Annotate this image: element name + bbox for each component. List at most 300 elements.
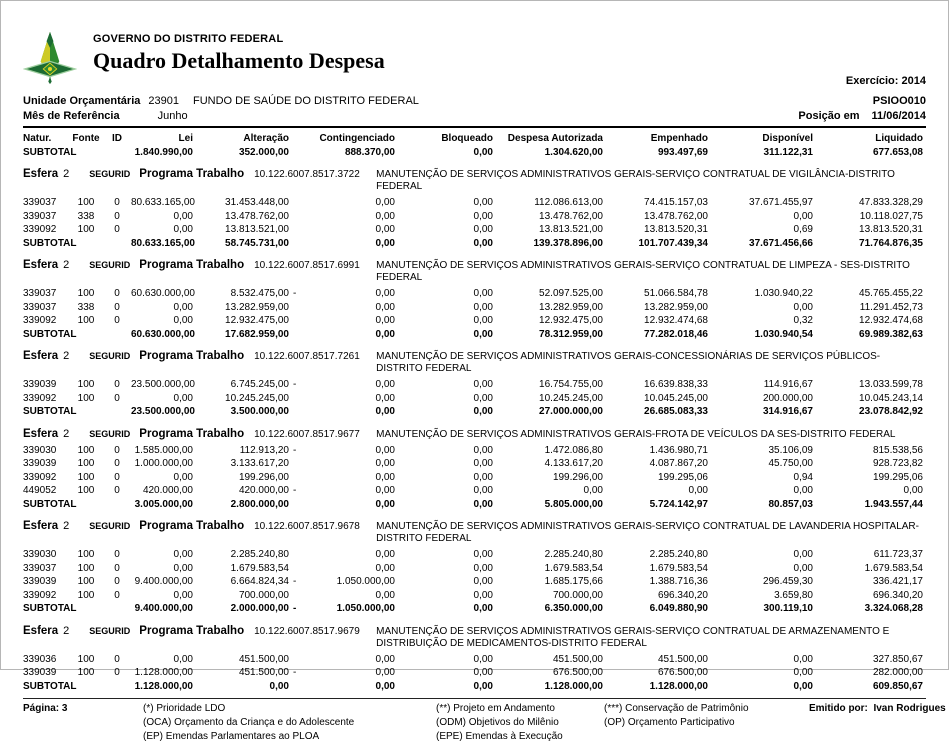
cell: 0 <box>114 444 120 456</box>
programa-label: Programa Trabalho <box>139 168 245 180</box>
cell: 100 <box>77 549 95 560</box>
esfera-header <box>23 520 923 548</box>
cell: 928.723,82 <box>872 458 923 469</box>
cell: 0,00 <box>375 562 395 574</box>
subtotal-cell <box>103 146 131 160</box>
esfera-label: Esfera <box>23 259 59 271</box>
cell: 0,00 <box>173 471 193 483</box>
subtotal-cell: 1.943.557,44 <box>864 498 923 510</box>
cell: 0,00 <box>793 210 813 222</box>
subtotal-cell: 993.497,69 <box>657 146 708 158</box>
programa-descricao: MANUTENÇÃO DE SERVIÇOS ADMINISTRATIVOS GERAIS-SERVIÇO CONTRATUAL DE ARMAZENAMENTO E DISTRIBUIÇÃO DE MEDICAMENTOS-DISTRITO FEDERAL <box>376 625 890 649</box>
cell: 0 <box>114 224 120 235</box>
cell: 0,00 <box>375 471 395 483</box>
cell: 0,32 <box>793 315 813 326</box>
cell: 327.850,67 <box>872 653 923 665</box>
subtotal-cell: 71.764.876,35 <box>859 237 923 249</box>
cell: 0,00 <box>173 301 193 313</box>
emitted-by-label: Emitido por: <box>809 703 868 714</box>
mes-label: Mês de Referência <box>23 110 120 122</box>
cell: 4.087.867,20 <box>649 458 708 469</box>
cell: 0 <box>114 576 120 587</box>
cell: 339092 <box>23 392 57 404</box>
cell: 0 <box>114 589 120 601</box>
subtotal-cell: 0,00 <box>375 498 395 510</box>
cell: 0,00 <box>375 197 395 208</box>
cell: 199.296,00 <box>238 471 289 483</box>
subtotal-cell: 1.030.940,54 <box>754 328 813 340</box>
programa-descricao: MANUTENÇÃO DE SERVIÇOS ADMINISTRATIVOS GERAIS-FROTA DE VEÍCULOS DA SES-DISTRITO FEDERAL <box>376 428 896 440</box>
subtotal-cell: 6.049.880,90 <box>649 603 708 614</box>
cell: 0,00 <box>375 315 395 326</box>
subtotal-cell: 9.400.000,00 <box>134 603 193 614</box>
subtotal-cell: 0,00 <box>473 406 493 417</box>
cell: 451.500,00 <box>238 653 289 665</box>
subtotal-cell: 2.000.000,00 - <box>230 603 297 614</box>
cell: 3.659,80 <box>774 589 813 601</box>
cell: 0,00 <box>375 288 395 299</box>
subtotal-cell: SUBTOTAL <box>23 406 77 417</box>
cell: 0,00 <box>375 485 395 496</box>
esfera-tipo: SEGURID <box>89 169 131 179</box>
legend-item: (EP) Emendas Parlamentares ao PLOA <box>143 731 320 742</box>
cell: 0,00 <box>375 653 395 665</box>
cell: 0,00 <box>473 301 493 313</box>
subtotal-cell: 23.500.000,00 <box>131 406 195 417</box>
subtotal-cell <box>103 498 131 512</box>
cell: 339037 <box>23 197 57 208</box>
cell: 0,00 <box>473 458 493 469</box>
cell: 339039 <box>23 458 57 469</box>
cell: 10.245.245,00 <box>539 392 603 404</box>
cell: 199.295,06 <box>872 471 923 483</box>
cell: 815.538,56 <box>872 444 923 456</box>
cell: 0,00 <box>375 667 395 678</box>
negative-sign: - <box>293 576 297 587</box>
report-title: Quadro Detalhamento Despesa <box>93 48 385 73</box>
cell: 339039 <box>23 667 57 678</box>
cell: 451.500,00 - <box>238 667 297 678</box>
cell: 339092 <box>23 589 57 601</box>
cell: 13.282.959,00 <box>539 301 603 313</box>
exercicio <box>846 75 926 87</box>
cell: 100 <box>77 444 95 456</box>
programa-descricao: MANUTENÇÃO DE SERVIÇOS ADMINISTRATIVOS GERAIS-SERVIÇO CONTRATUAL DE LAVANDERIA HOSPITALAR-DISTRITO FEDERAL <box>376 521 919 544</box>
cell: 0,00 <box>375 224 395 235</box>
subtotal-cell: SUBTOTAL <box>23 680 77 692</box>
negative-sign: - <box>293 379 297 390</box>
column-header: Liquidado <box>875 133 923 144</box>
esfera-label: Esfera <box>23 427 59 440</box>
cell: 13.813.520,31 <box>644 224 708 235</box>
cell: 0 <box>114 210 120 222</box>
subtotal-cell: 26.685.083,33 <box>644 406 708 417</box>
legend-item: (EPE) Emendas à Execução <box>436 731 563 742</box>
cell: 13.282.959,00 <box>644 301 708 313</box>
legend-item: (ODM) Objetivos do Milênio <box>436 717 559 728</box>
cell: 0 <box>114 392 120 404</box>
esfera-value: 2 <box>63 427 70 440</box>
column-header: Natur. <box>23 133 52 144</box>
cell: 0,00 <box>173 315 193 326</box>
subtotal-cell: 1.128.000,00 <box>649 680 708 692</box>
cell: 1.679.583,54 <box>649 562 708 574</box>
qdd-table <box>23 132 926 693</box>
cell: 0,00 <box>473 549 493 560</box>
cell: 700.000,00 <box>238 589 289 601</box>
cell: 0,00 <box>793 549 813 560</box>
exercicio-label: Exercício: <box>845 75 899 87</box>
subtotal-cell <box>103 680 131 694</box>
cell: 420.000,00 - <box>238 485 297 496</box>
column-header: Alteração <box>243 133 289 144</box>
cell: 100 <box>77 485 95 496</box>
cell: 10.118.027,75 <box>859 210 923 222</box>
subtotal-cell: 69.989.382,63 <box>859 328 923 340</box>
cell: 339037 <box>23 210 57 222</box>
subtotal-cell: 101.707.439,34 <box>638 237 708 249</box>
cell: 0 <box>114 301 120 313</box>
cell: 339039 <box>23 379 57 390</box>
legend-item: (*) Prioridade LDO <box>143 703 226 714</box>
subtotal-cell: 314.916,67 <box>762 406 813 417</box>
cell: 0,00 <box>473 392 493 404</box>
subtotal-cell: 0,00 <box>473 328 493 340</box>
programa-label: Programa Trabalho <box>139 427 245 440</box>
cell: 0,00 <box>375 379 395 390</box>
subtotal-cell <box>69 237 103 251</box>
cell: 112.913,20 - <box>239 444 297 456</box>
cell: 0,00 <box>473 444 493 456</box>
subtotal-cell: 311.122,31 <box>763 146 813 158</box>
subtotal-cell: 1.128.000,00 <box>134 680 193 692</box>
esfera-tipo: SEGURID <box>89 260 131 270</box>
subtotal-cell: 37.671.456,66 <box>749 237 813 249</box>
cell: 0,00 <box>375 444 395 456</box>
subtotal-cell: 0,00 <box>375 680 395 692</box>
esfera-value: 2 <box>63 168 70 180</box>
negative-sign: - <box>293 485 297 496</box>
programa-descricao: MANUTENÇÃO DE SERVIÇOS ADMINISTRATIVOS GERAIS-SERVIÇO CONTRATUAL DE LIMPEZA - SES-DISTRITO FEDERAL <box>376 260 910 283</box>
cell: 100 <box>77 197 95 208</box>
legend-item: (OP) Orçamento Participativo <box>604 717 735 728</box>
subtotal-cell: 27.000.000,00 <box>539 406 603 417</box>
cell: 100 <box>77 576 95 587</box>
cell: 339037 <box>23 562 57 574</box>
cell: 0,00 <box>173 210 193 222</box>
subtotal-cell: SUBTOTAL <box>23 146 77 158</box>
cell: 611.723,37 <box>873 549 923 560</box>
posicao-value: 11/06/2014 <box>871 110 926 122</box>
cell: 339030 <box>23 549 57 560</box>
subtotal-cell: SUBTOTAL <box>23 603 77 614</box>
cell: 1.679.583,54 <box>864 562 923 574</box>
cell: 0,00 <box>375 392 395 404</box>
column-header: Empenhado <box>650 133 708 144</box>
esfera-label: Esfera <box>23 624 59 637</box>
cell: 339039 <box>23 576 57 587</box>
subtotal-cell <box>103 328 131 342</box>
cell: 13.813.521,00 <box>539 224 603 235</box>
cell: 0,00 <box>473 224 493 235</box>
cell: 31.453.448,00 <box>225 197 289 208</box>
subtotal-cell: 1.840.990,00 <box>134 146 193 158</box>
subtotal-cell: 609.850,67 <box>872 680 923 692</box>
programa-label: Programa Trabalho <box>139 520 245 532</box>
cell: 200.000,00 <box>762 392 813 404</box>
cell: 9.400.000,00 <box>134 576 193 587</box>
subtotal-cell: 5.805.000,00 <box>544 498 603 510</box>
cell: 0 <box>114 471 120 483</box>
column-header: Disponível <box>762 133 813 144</box>
cell: 1.128.000,00 <box>134 667 193 678</box>
cell: 100 <box>77 224 95 235</box>
unidade-label: Unidade Orçamentária <box>23 95 141 107</box>
esfera-value: 2 <box>63 350 70 362</box>
cell: 420.000,00 <box>142 485 193 496</box>
cell: 4.133.617,20 <box>544 458 603 469</box>
cell: 0,00 <box>173 562 193 574</box>
cell: 0,00 <box>473 288 493 299</box>
cell: 100 <box>77 379 95 390</box>
cell: 0,00 <box>473 653 493 665</box>
esfera-value: 2 <box>63 624 70 637</box>
cell: 1.050.000,00 <box>336 576 395 587</box>
unidade-code: 23901 <box>148 95 179 107</box>
cell: 1.472.086,80 <box>544 444 603 456</box>
cell: 0,69 <box>793 224 813 235</box>
cell: 0,00 <box>473 379 493 390</box>
esfera-tipo: SEGURID <box>89 625 131 636</box>
report-code: PSIOO010 <box>872 95 926 107</box>
header-titles <box>93 27 846 74</box>
subtotal-cell: 1.128.000,00 <box>544 680 603 692</box>
mes-value: Junho <box>157 110 188 122</box>
subtotal-cell: 80.633.165,00 <box>131 237 195 249</box>
cell: 696.340,20 <box>657 589 708 601</box>
subtotal-cell: 677.653,08 <box>872 146 923 158</box>
subtotal-cell <box>69 680 103 694</box>
subtotal-cell: 58.745.731,00 <box>225 237 289 249</box>
programa-code: 10.122.6007.8517.9679 <box>254 625 360 637</box>
cell: 1.685.175,66 <box>544 576 603 587</box>
cell: 0 <box>114 653 120 665</box>
cell: 0,00 <box>473 667 493 678</box>
cell: 676.500,00 <box>657 667 708 678</box>
programa-descricao: MANUTENÇÃO DE SERVIÇOS ADMINISTRATIVOS GERAIS-SERVIÇO CONTRATUAL DE VIGILÂNCIA-DISTRITO FEDERAL <box>376 169 895 192</box>
column-header: Bloqueado <box>441 133 493 144</box>
subtotal-cell: 1.304.620,00 <box>544 146 603 158</box>
subtotal-cell: 60.630.000,00 <box>131 328 195 340</box>
cell: 0,00 <box>793 667 813 678</box>
subtotal-cell: 78.312.959,00 <box>539 328 603 340</box>
negative-sign: - <box>293 444 297 456</box>
cell: 1.679.583,54 <box>230 562 289 574</box>
cell: 0,00 <box>375 301 395 313</box>
cell: 0 <box>114 485 120 496</box>
subtotal-cell <box>69 405 103 419</box>
legend-column-2 <box>436 702 604 744</box>
cell: 0 <box>114 458 120 469</box>
cell: 1.436.980,71 <box>649 444 708 456</box>
subtotal-cell: 139.378.896,00 <box>533 237 603 249</box>
cell: 338 <box>77 301 95 313</box>
subtotal-cell: SUBTOTAL <box>23 498 77 510</box>
cell: 13.033.599,78 <box>859 379 923 390</box>
cell: 6.745.245,00 - <box>230 379 297 390</box>
cell: 339092 <box>23 471 57 483</box>
cell: 0,00 <box>793 562 813 574</box>
cell: 12.932.475,00 <box>539 315 603 326</box>
subtotal-cell: 0,00 <box>375 237 395 249</box>
column-header: Contingenciado <box>319 133 395 144</box>
negative-sign: - <box>293 667 297 678</box>
cell: 51.066.584,78 <box>644 288 708 299</box>
cell: 0 <box>114 667 120 678</box>
cell: 10.045.243,14 <box>859 392 923 404</box>
subtotal-cell: 3.324.068,28 <box>864 603 923 614</box>
cell: 339037 <box>23 288 57 299</box>
esfera-value: 2 <box>63 520 70 532</box>
cell: 100 <box>77 667 95 678</box>
subtotal-cell: SUBTOTAL <box>23 237 77 249</box>
cell: 47.833.328,29 <box>859 197 923 208</box>
cell: 1.585.000,00 <box>134 444 193 456</box>
cell: 0 <box>114 379 120 390</box>
cell: 2.285.240,80 <box>649 549 708 560</box>
cell: 2.285.240,80 <box>230 549 289 560</box>
cell: 0,00 <box>473 562 493 574</box>
cell: 12.932.474,68 <box>859 315 923 326</box>
cell: 1.000.000,00 <box>134 458 193 469</box>
subtotal-cell <box>103 237 131 251</box>
cell: 1.388.716,36 <box>649 576 708 587</box>
cell: 100 <box>77 458 95 469</box>
legend-item: (OCA) Orçamento da Criança e do Adolescente <box>143 717 355 728</box>
cell: 6.664.824,34 - <box>230 576 297 587</box>
cell: 100 <box>77 288 95 299</box>
cell: 0 <box>114 549 120 560</box>
page-number: Página: 3 <box>23 703 68 714</box>
cell: 296.459,30 <box>762 576 813 587</box>
cell: 339092 <box>23 315 57 326</box>
subtotal-cell: 0,00 <box>269 680 289 692</box>
cell: 1.030.940,22 <box>754 288 813 299</box>
subtotal-cell: 0,00 <box>375 406 395 417</box>
cell: 23.500.000,00 <box>131 379 195 390</box>
cell: 100 <box>77 471 95 483</box>
cell: 100 <box>77 392 95 404</box>
column-header: Despesa Autorizada <box>507 133 603 144</box>
subtotal-cell: 0,00 <box>473 680 493 692</box>
unidade-name: FUNDO DE SAÚDE DO DISTRITO FEDERAL <box>192 95 419 107</box>
cell: 0 <box>114 288 120 299</box>
cell: 282.000,00 <box>872 667 923 678</box>
cell: 0,00 <box>173 392 193 404</box>
cell: 0,00 <box>793 301 813 313</box>
cell: 0,00 <box>688 485 708 496</box>
esfera-label: Esfera <box>23 350 59 362</box>
cell: 13.282.959,00 <box>225 301 289 313</box>
cell: 0,00 <box>375 589 395 601</box>
gdf-coat-of-arms-icon <box>23 29 77 87</box>
esfera-header <box>23 259 923 287</box>
subtotal-cell: 3.500.000,00 <box>230 406 289 417</box>
subtotal-cell <box>69 328 103 342</box>
cell: 52.097.525,00 <box>539 288 603 299</box>
cell: 199.296,00 <box>552 471 603 483</box>
cell: 0,00 <box>473 210 493 222</box>
subtotal-cell: 6.350.000,00 <box>544 603 603 614</box>
cell: 100 <box>77 653 95 665</box>
cell: 338 <box>77 210 95 222</box>
esfera-tipo: SEGURID <box>89 428 131 439</box>
subtotal-cell: 1.050.000,00 <box>336 603 395 614</box>
cell: 449052 <box>23 485 57 496</box>
cell: 13.813.520,31 <box>859 224 923 235</box>
programa-label: Programa Trabalho <box>139 350 245 362</box>
cell: 74.415.157,03 <box>644 197 708 208</box>
subtotal-cell: 0,00 <box>375 328 395 340</box>
cell: 451.500,00 <box>552 653 603 665</box>
esfera-header <box>23 350 923 378</box>
esfera-header <box>23 625 923 653</box>
cell: 100 <box>77 562 95 574</box>
subtotal-cell <box>69 498 103 512</box>
cell: 0,00 <box>173 549 193 560</box>
subtotal-cell: 0,00 <box>473 603 493 614</box>
programa-code: 10.122.6007.8517.3722 <box>254 169 360 180</box>
government-name: GOVERNO DO DISTRITO FEDERAL <box>93 33 284 45</box>
cell: 100 <box>77 589 95 601</box>
cell: 45.750,00 <box>768 458 813 469</box>
column-header: Lei <box>178 133 193 144</box>
cell: 16.639.838,33 <box>644 379 708 390</box>
cell: 696.340,20 <box>872 589 923 601</box>
esfera-header <box>23 428 923 444</box>
programa-label: Programa Trabalho <box>139 624 245 637</box>
cell: 0,00 <box>473 315 493 326</box>
column-header: Fonte <box>72 133 100 144</box>
cell: 0,00 <box>473 485 493 496</box>
subtotal-cell <box>69 602 103 616</box>
negative-sign: - <box>293 603 297 614</box>
emitted-by-value: Ivan Rodrigues <box>873 703 946 714</box>
cell: 199.295,06 <box>657 471 708 483</box>
cell: 45.765.455,22 <box>859 288 923 299</box>
cell: 8.532.475,00 - <box>230 288 297 299</box>
subtotal-cell: 0,00 <box>473 146 493 158</box>
exercicio-value: 2014 <box>901 75 926 87</box>
posicao-label: Posição em <box>798 110 860 122</box>
cell: 0,00 <box>473 576 493 587</box>
subtotal-cell <box>103 405 131 419</box>
cell: 2.285.240,80 <box>544 549 603 560</box>
cell: 0,00 <box>375 549 395 560</box>
cell: 114.916,67 <box>763 379 813 390</box>
cell: 0,00 <box>903 485 923 496</box>
subtotal-cell: 5.724.142,97 <box>649 498 708 510</box>
cell: 451.500,00 <box>657 653 708 665</box>
cell: 0,00 <box>793 485 813 496</box>
cell: 339037 <box>23 301 57 313</box>
subtotal-cell: 300.119,10 <box>763 603 813 614</box>
emitted-by <box>809 702 946 744</box>
cell: 13.813.521,00 <box>225 224 289 235</box>
cell: 676.500,00 <box>552 667 603 678</box>
subtotal-cell: 888.370,00 <box>344 146 395 158</box>
header-divider <box>23 126 926 128</box>
